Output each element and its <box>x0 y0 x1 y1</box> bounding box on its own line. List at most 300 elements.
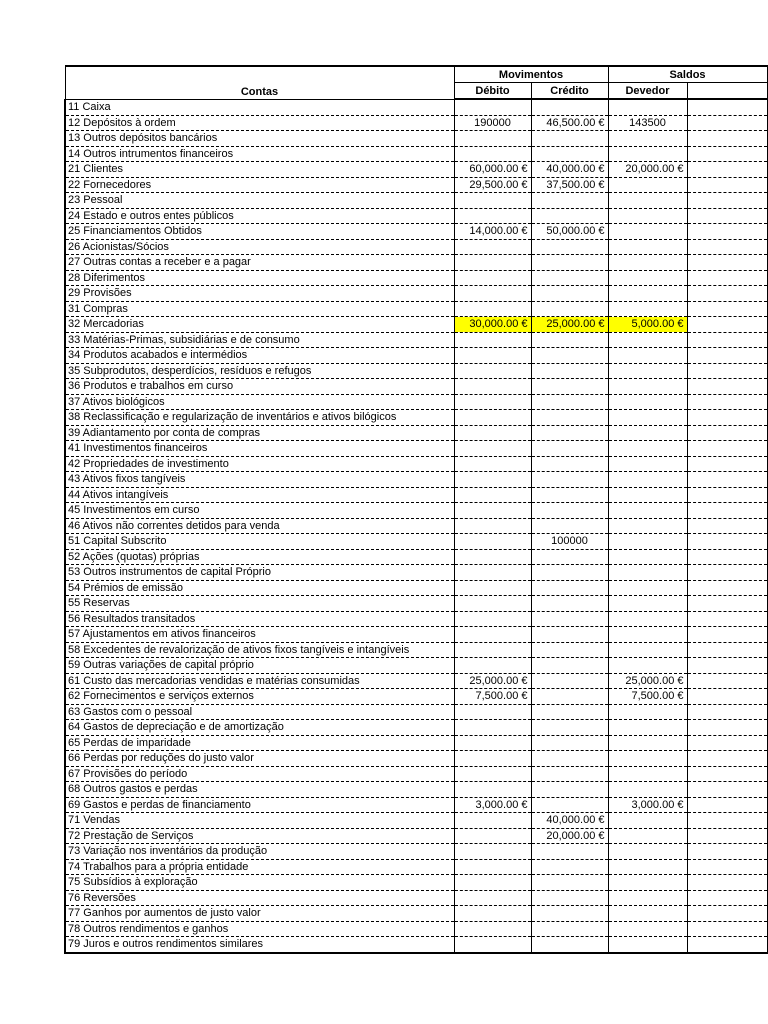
credito-cell[interactable] <box>531 425 608 441</box>
credito-cell[interactable] <box>531 456 608 472</box>
debito-cell[interactable] <box>454 332 531 348</box>
table-row <box>65 797 767 813</box>
credito-cell[interactable] <box>531 875 608 891</box>
devedor-cell[interactable] <box>608 735 687 751</box>
debito-cell[interactable] <box>454 704 531 720</box>
credor-cell[interactable] <box>687 177 767 193</box>
header-contas[interactable]: Contas <box>65 66 454 99</box>
debito-cell[interactable] <box>454 921 531 937</box>
account-name-cell[interactable]: 32 Mercadorias <box>65 317 454 333</box>
account-name-cell[interactable]: 72 Prestação de Serviços <box>65 828 454 844</box>
debito-cell[interactable] <box>454 782 531 798</box>
devedor-cell[interactable] <box>608 534 687 550</box>
credito-cell[interactable] <box>531 487 608 503</box>
credito-cell[interactable] <box>531 782 608 798</box>
table-row <box>65 813 767 829</box>
credito-cell[interactable]: 25,000.00 € <box>531 317 608 333</box>
account-name-cell[interactable]: 63 Gastos com o pessoal <box>65 704 454 720</box>
account-name-cell[interactable]: 69 Gastos e perdas de financiamento <box>65 797 454 813</box>
account-name-cell[interactable]: 74 Trabalhos para a própria entidade <box>65 859 454 875</box>
debito-cell[interactable]: 7,500.00 € <box>454 689 531 705</box>
debito-cell[interactable] <box>454 487 531 503</box>
debito-cell[interactable]: 60,000.00 € <box>454 162 531 178</box>
credor-cell[interactable] <box>687 751 767 767</box>
debito-cell[interactable] <box>454 208 531 224</box>
devedor-cell[interactable] <box>608 208 687 224</box>
debito-cell[interactable] <box>454 937 531 953</box>
account-name-cell[interactable]: 24 Estado e outros entes públicos <box>65 208 454 224</box>
account-name-cell[interactable]: 42 Propriedades de investimento <box>65 456 454 472</box>
debito-cell[interactable] <box>454 363 531 379</box>
devedor-cell[interactable] <box>608 503 687 519</box>
credor-cell[interactable] <box>687 99 767 115</box>
credor-cell[interactable] <box>687 921 767 937</box>
table-row <box>65 146 767 162</box>
credito-cell[interactable] <box>531 332 608 348</box>
credito-cell[interactable] <box>531 348 608 364</box>
debito-cell[interactable] <box>454 580 531 596</box>
devedor-cell[interactable]: 3,000.00 € <box>608 797 687 813</box>
devedor-cell[interactable] <box>608 456 687 472</box>
debito-cell[interactable] <box>454 565 531 581</box>
account-name-cell[interactable]: 67 Provisões do período <box>65 766 454 782</box>
credor-cell[interactable] <box>687 394 767 410</box>
debito-cell[interactable] <box>454 828 531 844</box>
devedor-cell[interactable] <box>608 565 687 581</box>
devedor-cell[interactable] <box>608 224 687 240</box>
credor-cell[interactable] <box>687 317 767 333</box>
credito-cell[interactable] <box>531 596 608 612</box>
credor-cell[interactable] <box>687 363 767 379</box>
debito-cell[interactable] <box>454 239 531 255</box>
credor-cell[interactable] <box>687 875 767 891</box>
account-name-cell[interactable]: 54 Prémios de emissão <box>65 580 454 596</box>
debito-cell[interactable] <box>454 766 531 782</box>
devedor-cell[interactable]: 5,000.00 € <box>608 317 687 333</box>
devedor-cell[interactable]: 25,000.00 € <box>608 673 687 689</box>
credor-cell[interactable] <box>687 239 767 255</box>
account-name-cell[interactable]: 46 Ativos não correntes detidos para venda <box>65 518 454 534</box>
table-row <box>65 115 767 131</box>
account-name-cell[interactable]: 21 Clientes <box>65 162 454 178</box>
credor-cell[interactable] <box>687 115 767 131</box>
debito-cell[interactable] <box>454 627 531 643</box>
devedor-cell[interactable] <box>608 379 687 395</box>
debito-cell[interactable] <box>454 890 531 906</box>
devedor-cell[interactable] <box>608 270 687 286</box>
debito-cell[interactable] <box>454 596 531 612</box>
credor-cell[interactable] <box>687 673 767 689</box>
credito-cell[interactable] <box>531 549 608 565</box>
credito-cell[interactable] <box>531 193 608 209</box>
devedor-cell[interactable] <box>608 658 687 674</box>
account-name-cell[interactable]: 65 Perdas de imparidade <box>65 735 454 751</box>
debito-cell[interactable] <box>454 131 531 147</box>
debito-cell[interactable] <box>454 642 531 658</box>
credor-cell[interactable] <box>687 565 767 581</box>
devedor-cell[interactable] <box>608 193 687 209</box>
credor-cell[interactable] <box>687 658 767 674</box>
account-name-cell[interactable]: 79 Juros e outros rendimentos similares <box>65 937 454 953</box>
account-name-cell[interactable]: 22 Fornecedores <box>65 177 454 193</box>
credor-cell[interactable] <box>687 503 767 519</box>
account-name-cell[interactable]: 73 Variação nos inventários da produção <box>65 844 454 860</box>
debito-cell[interactable]: 25,000.00 € <box>454 673 531 689</box>
devedor-cell[interactable] <box>608 906 687 922</box>
debito-cell[interactable] <box>454 813 531 829</box>
credito-cell[interactable] <box>531 658 608 674</box>
devedor-cell[interactable] <box>608 859 687 875</box>
credito-cell[interactable] <box>531 890 608 906</box>
devedor-cell[interactable] <box>608 301 687 317</box>
account-name-cell[interactable]: 56 Resultados transitados <box>65 611 454 627</box>
credor-cell[interactable] <box>687 766 767 782</box>
debito-cell[interactable] <box>454 906 531 922</box>
debito-cell[interactable] <box>454 394 531 410</box>
account-name-cell[interactable]: 31 Compras <box>65 301 454 317</box>
table-row <box>65 441 767 457</box>
credito-cell[interactable] <box>531 472 608 488</box>
balancete-table <box>64 65 768 954</box>
debito-cell[interactable] <box>454 193 531 209</box>
credor-cell[interactable] <box>687 859 767 875</box>
debito-cell[interactable]: 190000 <box>454 115 531 131</box>
credor-cell[interactable] <box>687 580 767 596</box>
devedor-cell[interactable] <box>608 425 687 441</box>
credor-cell[interactable] <box>687 704 767 720</box>
account-name-cell[interactable]: 61 Custo das mercadorias vendidas e matérias consumidas <box>65 673 454 689</box>
table-row <box>65 565 767 581</box>
devedor-cell[interactable] <box>608 99 687 115</box>
devedor-cell[interactable] <box>608 890 687 906</box>
account-name-cell[interactable]: 44 Ativos intangíveis <box>65 487 454 503</box>
credito-cell[interactable]: 40,000.00 € <box>531 813 608 829</box>
credor-cell[interactable] <box>687 131 767 147</box>
credor-cell[interactable] <box>687 627 767 643</box>
credito-cell[interactable] <box>531 503 608 519</box>
credito-cell[interactable] <box>531 363 608 379</box>
credito-cell[interactable] <box>531 239 608 255</box>
account-name-cell[interactable]: 45 Investimentos em curso <box>65 503 454 519</box>
credito-cell[interactable] <box>531 410 608 426</box>
devedor-cell[interactable] <box>608 239 687 255</box>
account-name-cell[interactable]: 57 Ajustamentos em ativos financeiros <box>65 627 454 643</box>
credor-cell[interactable] <box>687 146 767 162</box>
account-name-cell[interactable]: 71 Vendas <box>65 813 454 829</box>
account-name-cell[interactable]: 55 Reservas <box>65 596 454 612</box>
devedor-cell[interactable] <box>608 472 687 488</box>
table-row <box>65 844 767 860</box>
table-row <box>65 131 767 147</box>
debito-cell[interactable] <box>454 472 531 488</box>
table-row <box>65 162 767 178</box>
debito-cell[interactable] <box>454 286 531 302</box>
credito-cell[interactable] <box>531 379 608 395</box>
devedor-cell[interactable] <box>608 642 687 658</box>
table-row <box>65 456 767 472</box>
header-saldos[interactable]: Saldos <box>608 66 767 83</box>
credor-cell[interactable] <box>687 642 767 658</box>
account-name-cell[interactable]: 26 Acionistas/Sócios <box>65 239 454 255</box>
credor-cell[interactable] <box>687 487 767 503</box>
header-debito[interactable]: Débito <box>454 83 531 100</box>
credito-cell[interactable] <box>531 394 608 410</box>
devedor-cell[interactable] <box>608 627 687 643</box>
devedor-cell[interactable] <box>608 177 687 193</box>
credor-cell[interactable] <box>687 689 767 705</box>
credito-cell[interactable] <box>531 580 608 596</box>
header-credito[interactable]: Crédito <box>531 83 608 100</box>
credor-cell[interactable] <box>687 208 767 224</box>
account-name-cell[interactable]: 58 Excedentes de revalorização de ativos fixos tangíveis e intangíveis <box>65 642 454 658</box>
debito-cell[interactable] <box>454 425 531 441</box>
devedor-cell[interactable]: 7,500.00 € <box>608 689 687 705</box>
header-credor[interactable] <box>687 83 767 100</box>
credor-cell[interactable] <box>687 332 767 348</box>
debito-cell[interactable] <box>454 534 531 550</box>
table-row <box>65 348 767 364</box>
account-name-cell[interactable]: 11 Caixa <box>65 99 454 115</box>
credito-cell[interactable] <box>531 642 608 658</box>
credito-cell[interactable] <box>531 301 608 317</box>
credito-cell[interactable] <box>531 859 608 875</box>
debito-cell[interactable] <box>454 410 531 426</box>
credito-cell[interactable]: 50,000.00 € <box>531 224 608 240</box>
devedor-cell[interactable] <box>608 394 687 410</box>
debito-cell[interactable] <box>454 735 531 751</box>
debito-cell[interactable] <box>454 255 531 271</box>
credito-cell[interactable] <box>531 720 608 736</box>
account-name-cell[interactable]: 12 Depósitos à ordem <box>65 115 454 131</box>
devedor-cell[interactable] <box>608 363 687 379</box>
account-name-cell[interactable]: 75 Subsídios à exploração <box>65 875 454 891</box>
credor-cell[interactable] <box>687 797 767 813</box>
credito-cell[interactable] <box>531 906 608 922</box>
devedor-cell[interactable] <box>608 596 687 612</box>
account-name-cell[interactable]: 37 Ativos biológicos <box>65 394 454 410</box>
credito-cell[interactable] <box>531 286 608 302</box>
credito-cell[interactable] <box>531 751 608 767</box>
credor-cell[interactable] <box>687 348 767 364</box>
debito-cell[interactable] <box>454 503 531 519</box>
credito-cell[interactable] <box>531 689 608 705</box>
debito-cell[interactable] <box>454 844 531 860</box>
credor-cell[interactable] <box>687 270 767 286</box>
devedor-cell[interactable] <box>608 766 687 782</box>
credor-cell[interactable] <box>687 518 767 534</box>
devedor-cell[interactable] <box>608 937 687 953</box>
account-name-cell[interactable]: 68 Outros gastos e perdas <box>65 782 454 798</box>
debito-cell[interactable] <box>454 146 531 162</box>
devedor-cell[interactable] <box>608 580 687 596</box>
credor-cell[interactable] <box>687 596 767 612</box>
credor-cell[interactable] <box>687 441 767 457</box>
credito-cell[interactable] <box>531 518 608 534</box>
credor-cell[interactable] <box>687 549 767 565</box>
account-name-cell[interactable]: 52 Ações (quotas) próprias <box>65 549 454 565</box>
credor-cell[interactable] <box>687 456 767 472</box>
account-name-cell[interactable]: 78 Outros rendimentos e ganhos <box>65 921 454 937</box>
credor-cell[interactable] <box>687 890 767 906</box>
devedor-cell[interactable] <box>608 751 687 767</box>
credor-cell[interactable] <box>687 425 767 441</box>
credito-cell[interactable] <box>531 255 608 271</box>
account-name-cell[interactable]: 29 Provisões <box>65 286 454 302</box>
credito-cell[interactable]: 100000 <box>531 534 608 550</box>
table-row <box>65 193 767 209</box>
devedor-cell[interactable] <box>608 131 687 147</box>
credito-cell[interactable]: 20,000.00 € <box>531 828 608 844</box>
debito-cell[interactable] <box>454 270 531 286</box>
debito-cell[interactable]: 30,000.00 € <box>454 317 531 333</box>
account-name-cell[interactable]: 33 Matérias-Primas, subsidiárias e de consumo <box>65 332 454 348</box>
devedor-cell[interactable] <box>608 611 687 627</box>
account-name-cell[interactable]: 53 Outros instrumentos de capital Próprio <box>65 565 454 581</box>
devedor-cell[interactable] <box>608 828 687 844</box>
credito-cell[interactable] <box>531 921 608 937</box>
devedor-cell[interactable] <box>608 921 687 937</box>
debito-cell[interactable]: 14,000.00 € <box>454 224 531 240</box>
credito-cell[interactable] <box>531 270 608 286</box>
credor-cell[interactable] <box>687 782 767 798</box>
debito-cell[interactable]: 3,000.00 € <box>454 797 531 813</box>
header-devedor[interactable]: Devedor <box>608 83 687 100</box>
debito-cell[interactable] <box>454 611 531 627</box>
credor-cell[interactable] <box>687 720 767 736</box>
credito-cell[interactable] <box>531 673 608 689</box>
debito-cell[interactable]: 29,500.00 € <box>454 177 531 193</box>
credito-cell[interactable] <box>531 797 608 813</box>
table-row <box>65 906 767 922</box>
credor-cell[interactable] <box>687 193 767 209</box>
devedor-cell[interactable] <box>608 720 687 736</box>
credito-cell[interactable] <box>531 441 608 457</box>
devedor-cell[interactable] <box>608 549 687 565</box>
credor-cell[interactable] <box>687 410 767 426</box>
devedor-cell[interactable] <box>608 441 687 457</box>
credito-cell[interactable] <box>531 146 608 162</box>
debito-cell[interactable] <box>454 875 531 891</box>
account-name-cell[interactable]: 39 Adiantamento por conta de compras <box>65 425 454 441</box>
credito-cell[interactable] <box>531 131 608 147</box>
credor-cell[interactable] <box>687 286 767 302</box>
devedor-cell[interactable] <box>608 813 687 829</box>
credito-cell[interactable] <box>531 844 608 860</box>
credor-cell[interactable] <box>687 301 767 317</box>
table-row <box>65 363 767 379</box>
debito-cell[interactable] <box>454 348 531 364</box>
devedor-cell[interactable] <box>608 518 687 534</box>
debito-cell[interactable] <box>454 99 531 115</box>
account-name-cell[interactable]: 41 Investimentos financeiros <box>65 441 454 457</box>
credor-cell[interactable] <box>687 844 767 860</box>
account-name-cell[interactable]: 34 Produtos acabados e intermédios <box>65 348 454 364</box>
debito-cell[interactable] <box>454 720 531 736</box>
devedor-cell[interactable] <box>608 286 687 302</box>
devedor-cell[interactable] <box>608 487 687 503</box>
credito-cell[interactable]: 40,000.00 € <box>531 162 608 178</box>
account-name-cell[interactable]: 28 Diferimentos <box>65 270 454 286</box>
devedor-cell[interactable] <box>608 332 687 348</box>
credor-cell[interactable] <box>687 813 767 829</box>
credor-cell[interactable] <box>687 472 767 488</box>
account-name-cell[interactable]: 62 Fornecimentos e serviços externos <box>65 689 454 705</box>
devedor-cell[interactable] <box>608 704 687 720</box>
credor-cell[interactable] <box>687 534 767 550</box>
devedor-cell[interactable] <box>608 255 687 271</box>
account-name-cell[interactable]: 13 Outros depósitos bancários <box>65 131 454 147</box>
debito-cell[interactable] <box>454 301 531 317</box>
debito-cell[interactable] <box>454 549 531 565</box>
credor-cell[interactable] <box>687 162 767 178</box>
credor-cell[interactable] <box>687 937 767 953</box>
account-name-cell[interactable]: 36 Produtos e trabalhos em curso <box>65 379 454 395</box>
account-name-cell[interactable]: 66 Perdas por reduções do justo valor <box>65 751 454 767</box>
account-name-cell[interactable]: 35 Subprodutos, desperdícios, resíduos e refugos <box>65 363 454 379</box>
credor-cell[interactable] <box>687 611 767 627</box>
credito-cell[interactable]: 46,500.00 € <box>531 115 608 131</box>
debito-cell[interactable] <box>454 518 531 534</box>
debito-cell[interactable] <box>454 658 531 674</box>
account-name-cell[interactable]: 38 Reclassificação e regularização de inventários e ativos bilógicos <box>65 410 454 426</box>
devedor-cell[interactable] <box>608 410 687 426</box>
credito-cell[interactable] <box>531 208 608 224</box>
debito-cell[interactable] <box>454 456 531 472</box>
table-row <box>65 875 767 891</box>
debito-cell[interactable] <box>454 859 531 875</box>
credito-cell[interactable] <box>531 627 608 643</box>
devedor-cell[interactable]: 20,000.00 € <box>608 162 687 178</box>
account-name-cell[interactable]: 76 Reversões <box>65 890 454 906</box>
account-name-cell[interactable]: 64 Gastos de depreciação e de amortização <box>65 720 454 736</box>
devedor-cell[interactable] <box>608 348 687 364</box>
credito-cell[interactable] <box>531 937 608 953</box>
account-name-cell[interactable]: 51 Capital Subscrito <box>65 534 454 550</box>
credor-cell[interactable] <box>687 255 767 271</box>
credito-cell[interactable] <box>531 611 608 627</box>
credor-cell[interactable] <box>687 224 767 240</box>
devedor-cell[interactable] <box>608 875 687 891</box>
debito-cell[interactable] <box>454 441 531 457</box>
credor-cell[interactable] <box>687 379 767 395</box>
credor-cell[interactable] <box>687 735 767 751</box>
table-row <box>65 549 767 565</box>
account-name-cell[interactable]: 77 Ganhos por aumentos de justo valor <box>65 906 454 922</box>
credor-cell[interactable] <box>687 828 767 844</box>
credito-cell[interactable]: 37,500.00 € <box>531 177 608 193</box>
account-name-cell[interactable]: 59 Outras variações de capital próprio <box>65 658 454 674</box>
debito-cell[interactable] <box>454 751 531 767</box>
table-row <box>65 751 767 767</box>
credito-cell[interactable] <box>531 766 608 782</box>
header-movimentos[interactable]: Movimentos <box>454 66 608 83</box>
credito-cell[interactable] <box>531 704 608 720</box>
account-name-cell[interactable]: 14 Outros intrumentos financeiros <box>65 146 454 162</box>
devedor-cell[interactable]: 143500 <box>608 115 687 131</box>
devedor-cell[interactable] <box>608 146 687 162</box>
credito-cell[interactable] <box>531 735 608 751</box>
account-name-cell[interactable]: 43 Ativos fixos tangíveis <box>65 472 454 488</box>
credito-cell[interactable] <box>531 99 608 115</box>
account-name-cell[interactable]: 25 Financiamentos Obtidos <box>65 224 454 240</box>
devedor-cell[interactable] <box>608 782 687 798</box>
credito-cell[interactable] <box>531 565 608 581</box>
account-name-cell[interactable]: 27 Outras contas a receber e a pagar <box>65 255 454 271</box>
devedor-cell[interactable] <box>608 844 687 860</box>
account-name-cell[interactable]: 23 Pessoal <box>65 193 454 209</box>
credor-cell[interactable] <box>687 906 767 922</box>
debito-cell[interactable] <box>454 379 531 395</box>
